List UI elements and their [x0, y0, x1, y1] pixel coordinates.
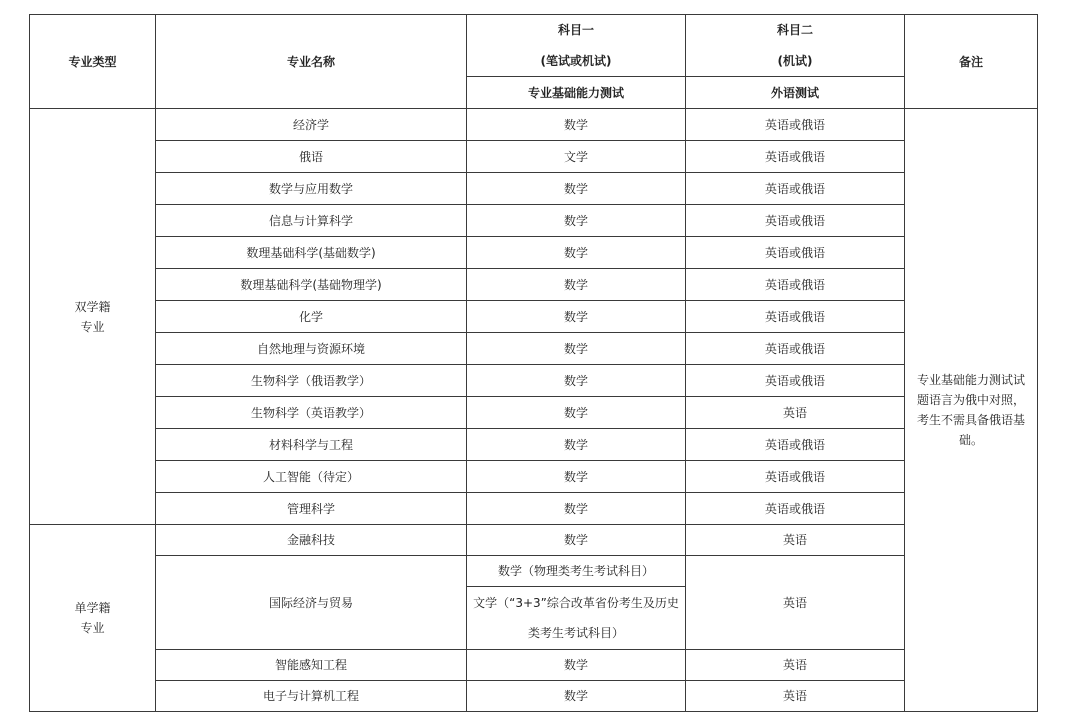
- subject1-cell: 数学: [467, 525, 686, 556]
- subject2-cell: 英语: [686, 556, 905, 650]
- subject2-cell: 英语或俄语: [686, 109, 905, 141]
- table-row: [30, 109, 1038, 141]
- notes-line: 础。: [958, 433, 983, 447]
- subject1-cell: [467, 587, 686, 650]
- major-name-cell: 自然地理与资源环境: [156, 333, 467, 365]
- subject1-cell: 数学: [467, 429, 686, 461]
- subject2-cell: 英语或俄语: [686, 461, 905, 493]
- subject2-cell: 英语或俄语: [686, 269, 905, 301]
- subject1-line: 类考生考试科目）: [527, 626, 624, 640]
- table-row: [30, 397, 1038, 429]
- table-row: [30, 681, 1038, 712]
- subject1-cell: 文学: [467, 141, 686, 173]
- subject1-cell: 数学: [467, 397, 686, 429]
- major-name-cell: 金融科技: [156, 525, 467, 556]
- header-major-name: 专业名称: [156, 15, 467, 109]
- header-major-type: 专业类型: [30, 15, 156, 109]
- major-name-cell: 智能感知工程: [156, 650, 467, 681]
- header-subject1-title: 科目一: [467, 15, 686, 46]
- subject1-cell: 数学: [467, 681, 686, 712]
- subject1-cell: 数学（物理类考生考试科目）: [467, 556, 686, 587]
- table-row: [30, 205, 1038, 237]
- group-label-line: 双学籍: [74, 299, 111, 314]
- table-row: [30, 141, 1038, 173]
- subject2-cell: 英语或俄语: [686, 237, 905, 269]
- subject1-cell: 数学: [467, 205, 686, 237]
- notes-line: 专业基础能力测试试: [916, 373, 1025, 387]
- subject1-cell: 数学: [467, 237, 686, 269]
- header-subject2-title: 科目二: [686, 15, 905, 46]
- subject1-cell: 数学: [467, 109, 686, 141]
- major-name-cell: 数理基础科学(基础物理学): [156, 269, 467, 301]
- major-name-cell: 经济学: [156, 109, 467, 141]
- header-notes: 备注: [905, 15, 1038, 109]
- subject1-cell: 数学: [467, 365, 686, 397]
- subject2-cell: 英语: [686, 681, 905, 712]
- table-row: [30, 269, 1038, 301]
- subject1-cell: 数学: [467, 301, 686, 333]
- major-name-cell: 生物科学（英语教学）: [156, 397, 467, 429]
- table-row: [30, 301, 1038, 333]
- group-double-registration: [30, 109, 156, 525]
- subject1-cell: 数学: [467, 461, 686, 493]
- major-name-cell: 管理科学: [156, 493, 467, 525]
- subject1-cell: 数学: [467, 269, 686, 301]
- major-name-cell: 生物科学（俄语教学）: [156, 365, 467, 397]
- group-label-line: 专业: [80, 621, 105, 635]
- subject1-cell: 数学: [467, 333, 686, 365]
- major-name-cell: 人工智能（待定）: [156, 461, 467, 493]
- major-name-cell: 材料科学与工程: [156, 429, 467, 461]
- subject1-cell: 数学: [467, 173, 686, 205]
- major-name-cell: 电子与计算机工程: [156, 681, 467, 712]
- table-row: [30, 429, 1038, 461]
- subject2-cell: 英语或俄语: [686, 365, 905, 397]
- subject2-cell: 英语或俄语: [686, 205, 905, 237]
- subject2-cell: 英语或俄语: [686, 333, 905, 365]
- subject2-cell: 英语或俄语: [686, 141, 905, 173]
- major-name-cell: 数理基础科学(基础数学): [156, 237, 467, 269]
- group-single-registration: [30, 525, 156, 712]
- notes-cell: [905, 109, 1038, 712]
- subject2-cell: 英语或俄语: [686, 173, 905, 205]
- subject1-cell: 数学: [467, 493, 686, 525]
- major-name-cell: 俄语: [156, 141, 467, 173]
- subject2-cell: 英语或俄语: [686, 493, 905, 525]
- admission-subjects-table: [29, 14, 1038, 712]
- major-name-cell: 数学与应用数学: [156, 173, 467, 205]
- subject2-cell: 英语: [686, 525, 905, 556]
- major-name-cell: 国际经济与贸易: [156, 556, 467, 650]
- subject2-cell: 英语: [686, 650, 905, 681]
- notes-line: 考生不需具备俄语基: [916, 413, 1025, 427]
- subject1-line: 文学（“3+3”综合改革省份考生及历史: [473, 596, 679, 610]
- notes-line: 题语言为俄中对照，: [916, 393, 1025, 407]
- table-row: [30, 650, 1038, 681]
- subject1-cell: 数学: [467, 650, 686, 681]
- table-row: [30, 525, 1038, 556]
- group-label-line: 专业: [80, 319, 105, 334]
- header-subject1-test: 专业基础能力测试: [467, 77, 686, 109]
- major-name-cell: 化学: [156, 301, 467, 333]
- subject2-cell: 英语或俄语: [686, 301, 905, 333]
- subject2-cell: 英语: [686, 397, 905, 429]
- major-name-cell: 信息与计算科学: [156, 205, 467, 237]
- table-row: [30, 493, 1038, 525]
- subject2-cell: 英语或俄语: [686, 429, 905, 461]
- table-row: [30, 333, 1038, 365]
- table-row: [30, 237, 1038, 269]
- header-subject1-mode: (笔试或机试): [467, 46, 686, 77]
- table-row: [30, 461, 1038, 493]
- table-row: [30, 556, 1038, 587]
- group-label-line: 单学籍: [74, 601, 111, 615]
- table-row: [30, 173, 1038, 205]
- table-row: [30, 365, 1038, 397]
- header-subject2-mode: (机试): [686, 46, 905, 77]
- header-subject2-test: 外语测试: [686, 77, 905, 109]
